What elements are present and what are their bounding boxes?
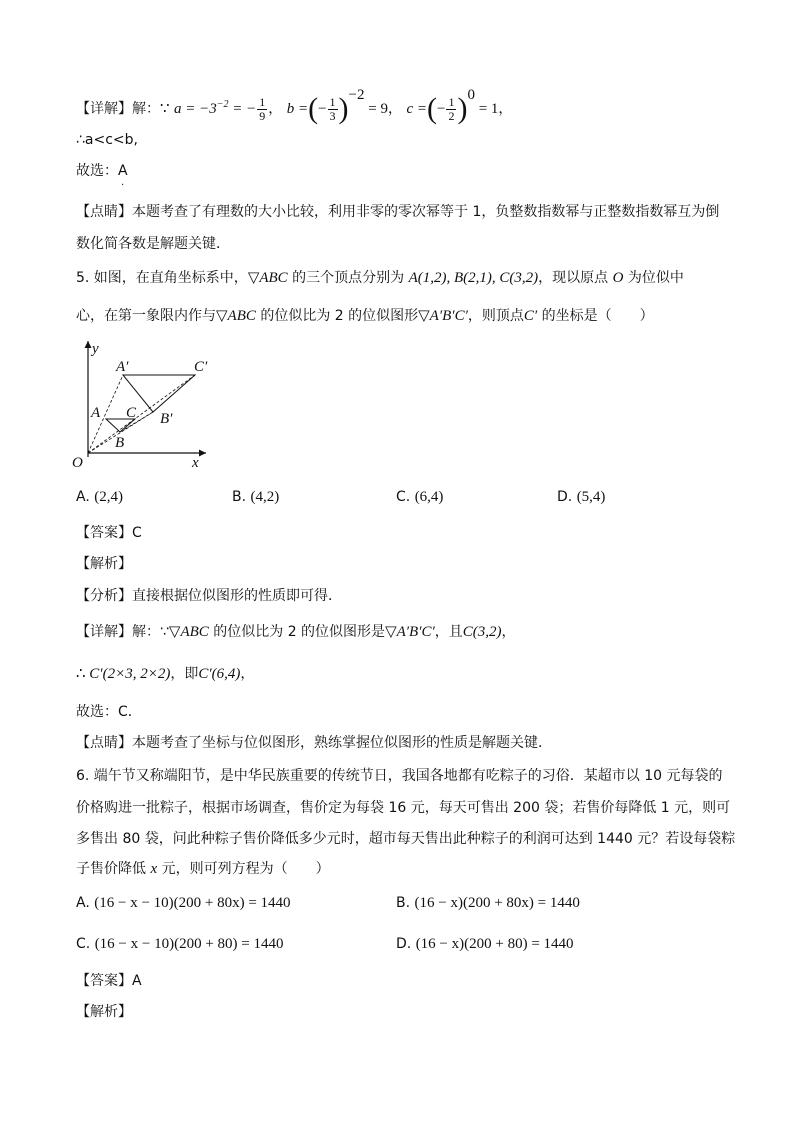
q6-line-1: 6. 端午节又称端阳节，是中华民族重要的传统节日，我国各地都有吃粽子的习俗．某超市以 10 元每袋的 <box>76 768 723 784</box>
q6-line-4: 子售价降低 x 元，则可列方程为（ ） <box>76 861 330 877</box>
comment-line-2: 数化简各数是解题关键． <box>76 236 230 252</box>
q5-choose: 故选：C． <box>76 704 142 720</box>
label-b: B <box>115 435 125 451</box>
sep-2: ， <box>387 101 402 117</box>
sep-1: ， <box>268 101 283 117</box>
q5-analyze: 【分析】直接根据位似图形的性质即可得． <box>76 588 342 604</box>
label-c-prime: C′ <box>194 359 208 375</box>
q5-line-1: 5. 如图，在直角坐标系中，▽ABC 的三个顶点分别为 A(1,2), B(2,1), C(3,2)，现以原点 O 为位似中 <box>76 270 684 286</box>
q5-comment: 【点睛】本题考查了坐标与位似图形，熟练掌握位似图形的性质是解题关键． <box>76 735 552 751</box>
q5-option-c[interactable]: C. (6,4) <box>396 489 444 505</box>
fraction-one-half: $\frac{1}{2}$ <box>448 94 455 123</box>
fraction-one-ninth: $\frac{1}{9}$ <box>259 94 266 123</box>
q6-answer: 【答案】A <box>76 973 142 989</box>
comment-line-1: 【点睛】本题考查了有理数的大小比较，利用非零的零次幂等于 1，负整数指数幂与正整数指数幂互为倒 <box>76 204 720 220</box>
q6-option-b[interactable]: B. (16 − x)(200 + 80x) = 1440 <box>396 895 580 911</box>
dot-mark: . <box>121 177 125 188</box>
detail-solution-line: 【详解】解：∵ $a = -3^{-2}$ = − $\frac{1}{9}$ ， b =(− $\frac{1}{3}$ )$^{-2}$ = 9， c =(− $\frac{1}{2}$ )$^0$ = 1， <box>76 87 513 125</box>
label-y: y <box>92 341 99 357</box>
q6-line-2: 价格购进一批粽子，根据市场调查，售价定为每袋 16 元，每天可售出 200 袋；若售价每降低 1 元，则可 <box>76 800 731 816</box>
c-exponent: 0 <box>467 87 475 103</box>
q5-calc: ∴ C′(2×3, 2×2)，即C′(6,4)， <box>76 666 255 682</box>
fraction-one-third: $\frac{1}{3}$ <box>329 94 336 123</box>
q5-line-2: 心，在第一象限内作与▽ABC 的位似比为 2 的位似图形▽A′B′C′，则顶点C′ 的坐标是（ ） <box>76 308 654 324</box>
coordinate-figure <box>68 335 218 475</box>
q5-answer: 【答案】C <box>76 525 142 541</box>
label-o: O <box>72 455 83 471</box>
q6-option-c[interactable]: C. (16 − x − 10)(200 + 80) = 1440 <box>76 936 284 952</box>
b-exponent: −2 <box>348 87 365 103</box>
therefore-line: ∴a<c<b, <box>76 132 138 148</box>
b-tail: = 9 <box>364 101 388 117</box>
q6-analysis-tag: 【解析】 <box>76 1004 132 1020</box>
label-a: A <box>91 405 101 421</box>
c-tail: = 1 <box>474 101 499 117</box>
b-lead: b = <box>286 101 309 117</box>
label-x: x <box>192 455 199 471</box>
c-lead: c = <box>406 101 427 117</box>
q5-option-d[interactable]: D. (5,4) <box>557 489 606 505</box>
label-a-prime: A′ <box>116 359 129 375</box>
label-c: C <box>126 405 137 421</box>
q6-option-d[interactable]: D. (16 − x)(200 + 80) = 1440 <box>396 936 574 952</box>
sep-3: ， <box>498 101 513 117</box>
q5-detail: 【详解】解：∵▽ABC 的位似比为 2 的位似图形是▽A′B′C′，且C(3,2)， <box>76 624 516 640</box>
detail-lead: 解： <box>132 101 160 117</box>
q6-option-a[interactable]: A. (16 − x − 10)(200 + 80x) = 1440 <box>76 895 291 911</box>
ray-oc <box>88 375 195 453</box>
q5-analysis-tag: 【解析】 <box>76 556 132 572</box>
a-expression: $a = -3^{-2}$ = − <box>174 99 257 117</box>
q5-option-b[interactable]: B. (4,2) <box>232 489 280 505</box>
q6-line-3: 多售出 80 袋，问此种粽子售价降低多少元时，超市每天售出此种粽子的利润可达到 1440 元？若设每袋粽 <box>76 831 736 847</box>
because-symbol: ∵ <box>160 101 170 117</box>
choose-a-line: 故选：A <box>76 163 128 179</box>
label-b-prime: B′ <box>160 411 173 427</box>
q5-option-a[interactable]: A. (2,4) <box>76 489 123 505</box>
detail-tag: 【详解】 <box>76 101 132 117</box>
